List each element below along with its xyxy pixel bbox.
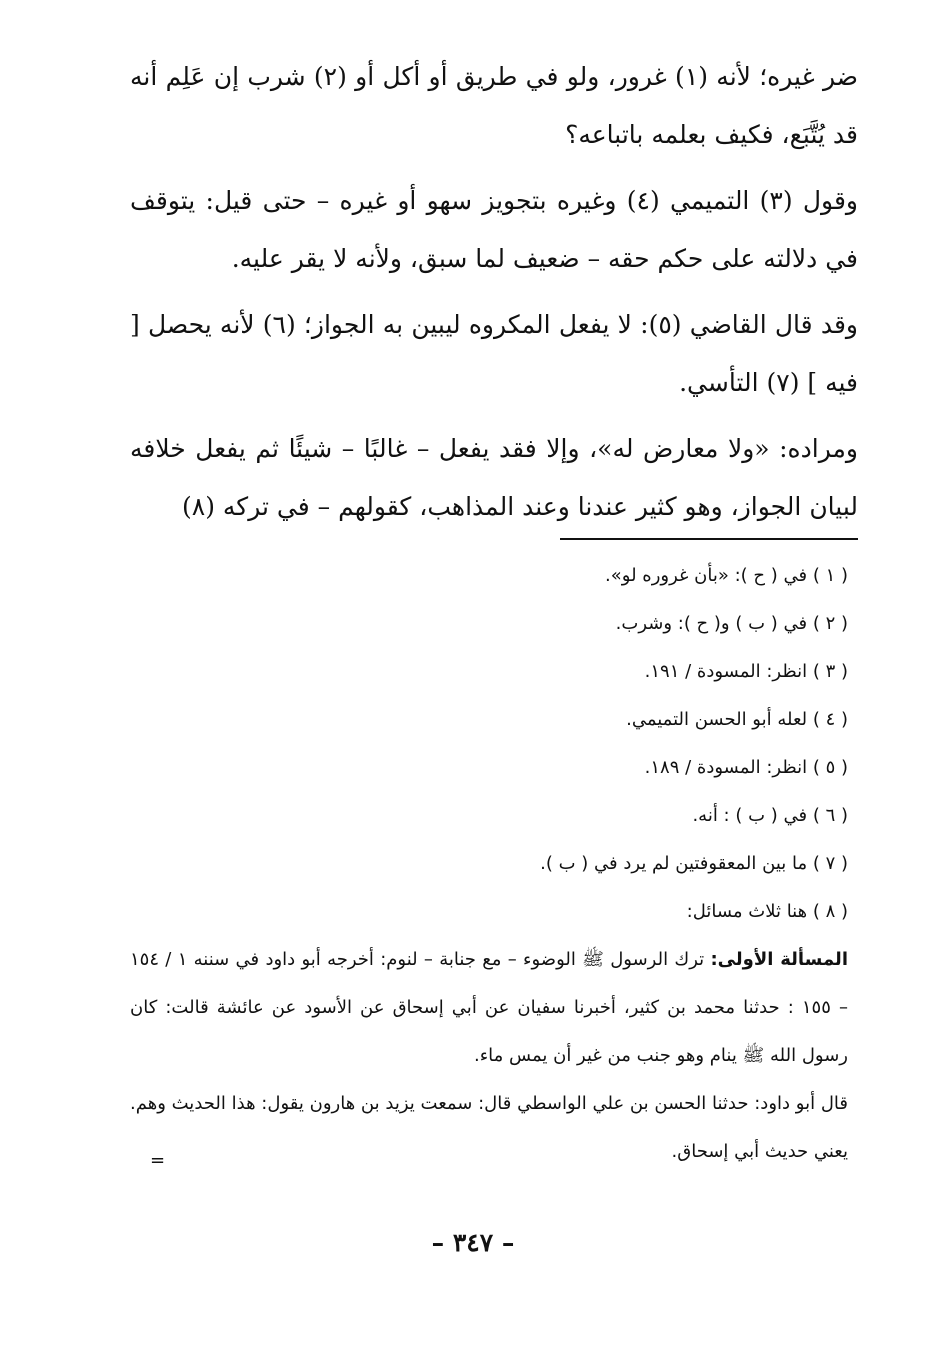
footnote-separator — [560, 538, 858, 540]
main-text — [130, 48, 858, 544]
footnote-8: ( ٨ ) هنا ثلاث مسائل: — [686, 901, 848, 922]
issue-text: ترك الرسول ﷺ الوضوء – مع جنابة – لنوم: أخرجه أبو داود في سننه ١ / ١٥٤ – ١٥٥ : حدثنا محمد بن كثير، أخبرنا سفيان عن أبي إسحاق عن الأسود عن عائشة قالت: كان رسول الله ﷺ ينام وهو جنب من غير أن يمس ماء. — [130, 949, 848, 1066]
footnote-7: ( ٧ ) ما بين المعقوفتين لم يرد في ( ب ). — [540, 853, 848, 874]
main-paragraph: وقد قال القاضي (٥): لا يفعل المكروه ليبين به الجواز؛ (٦) لأنه يحصل [ فيه ] (٧) التأسي. — [130, 310, 858, 397]
footnote-4: ( ٤ ) لعله أبو الحسن التميمي. — [626, 709, 848, 730]
footnote-5: ( ٥ ) انظر: المسودة / ١٨٩. — [644, 757, 848, 778]
issue-heading: المسألة الأولى: — [710, 949, 848, 970]
main-paragraph: وقول (٣) التميمي (٤) وغيره بتجويز سهو أو غيره – حتى قيل: يتوقف في دلالته على حكم حقه – ضعيف لما سبق، ولأنه لا يقر عليه. — [130, 186, 858, 273]
main-paragraph: ضر غيره؛ لأنه (١) غرور، ولو في طريق أو أكل أو (٢) شرب إن عَلِم أنه قد يُتَّبَع، فكيف بعلمه باتباعه؟ — [130, 62, 858, 149]
footnote-1: ( ١ ) في ( ح ): «بأن غروره لو». — [605, 565, 848, 586]
footnote-3: ( ٣ ) انظر: المسودة / ١٩١. — [644, 661, 848, 682]
footnote-first-issue — [130, 936, 848, 1080]
page-number: – ٣٤٧ – — [431, 1228, 515, 1257]
main-paragraph: ومراده: «ولا معارض له»، وإلا فقد يفعل – غالبًا – شيئًا ثم يفعل خلافه لبيان الجواز، وهو كثير عندنا وعند المذاهب، كقولهم – في تركه (٨) — [130, 434, 858, 521]
continuation-mark: = — [150, 1150, 166, 1171]
footnotes — [130, 552, 848, 1176]
footnote-6: ( ٦ ) في ( ب ) : أنه. — [692, 805, 848, 826]
footnote-abu-dawud: قال أبو داود: حدثنا الحسن بن علي الواسطي قال: سمعت يزيد بن هارون يقول: هذا الحديث وهم. يعني حديث أبي إسحاق. — [130, 1093, 848, 1162]
footnote-2: ( ٢ ) في ( ب ) و( ح ): وشرب. — [615, 613, 848, 634]
